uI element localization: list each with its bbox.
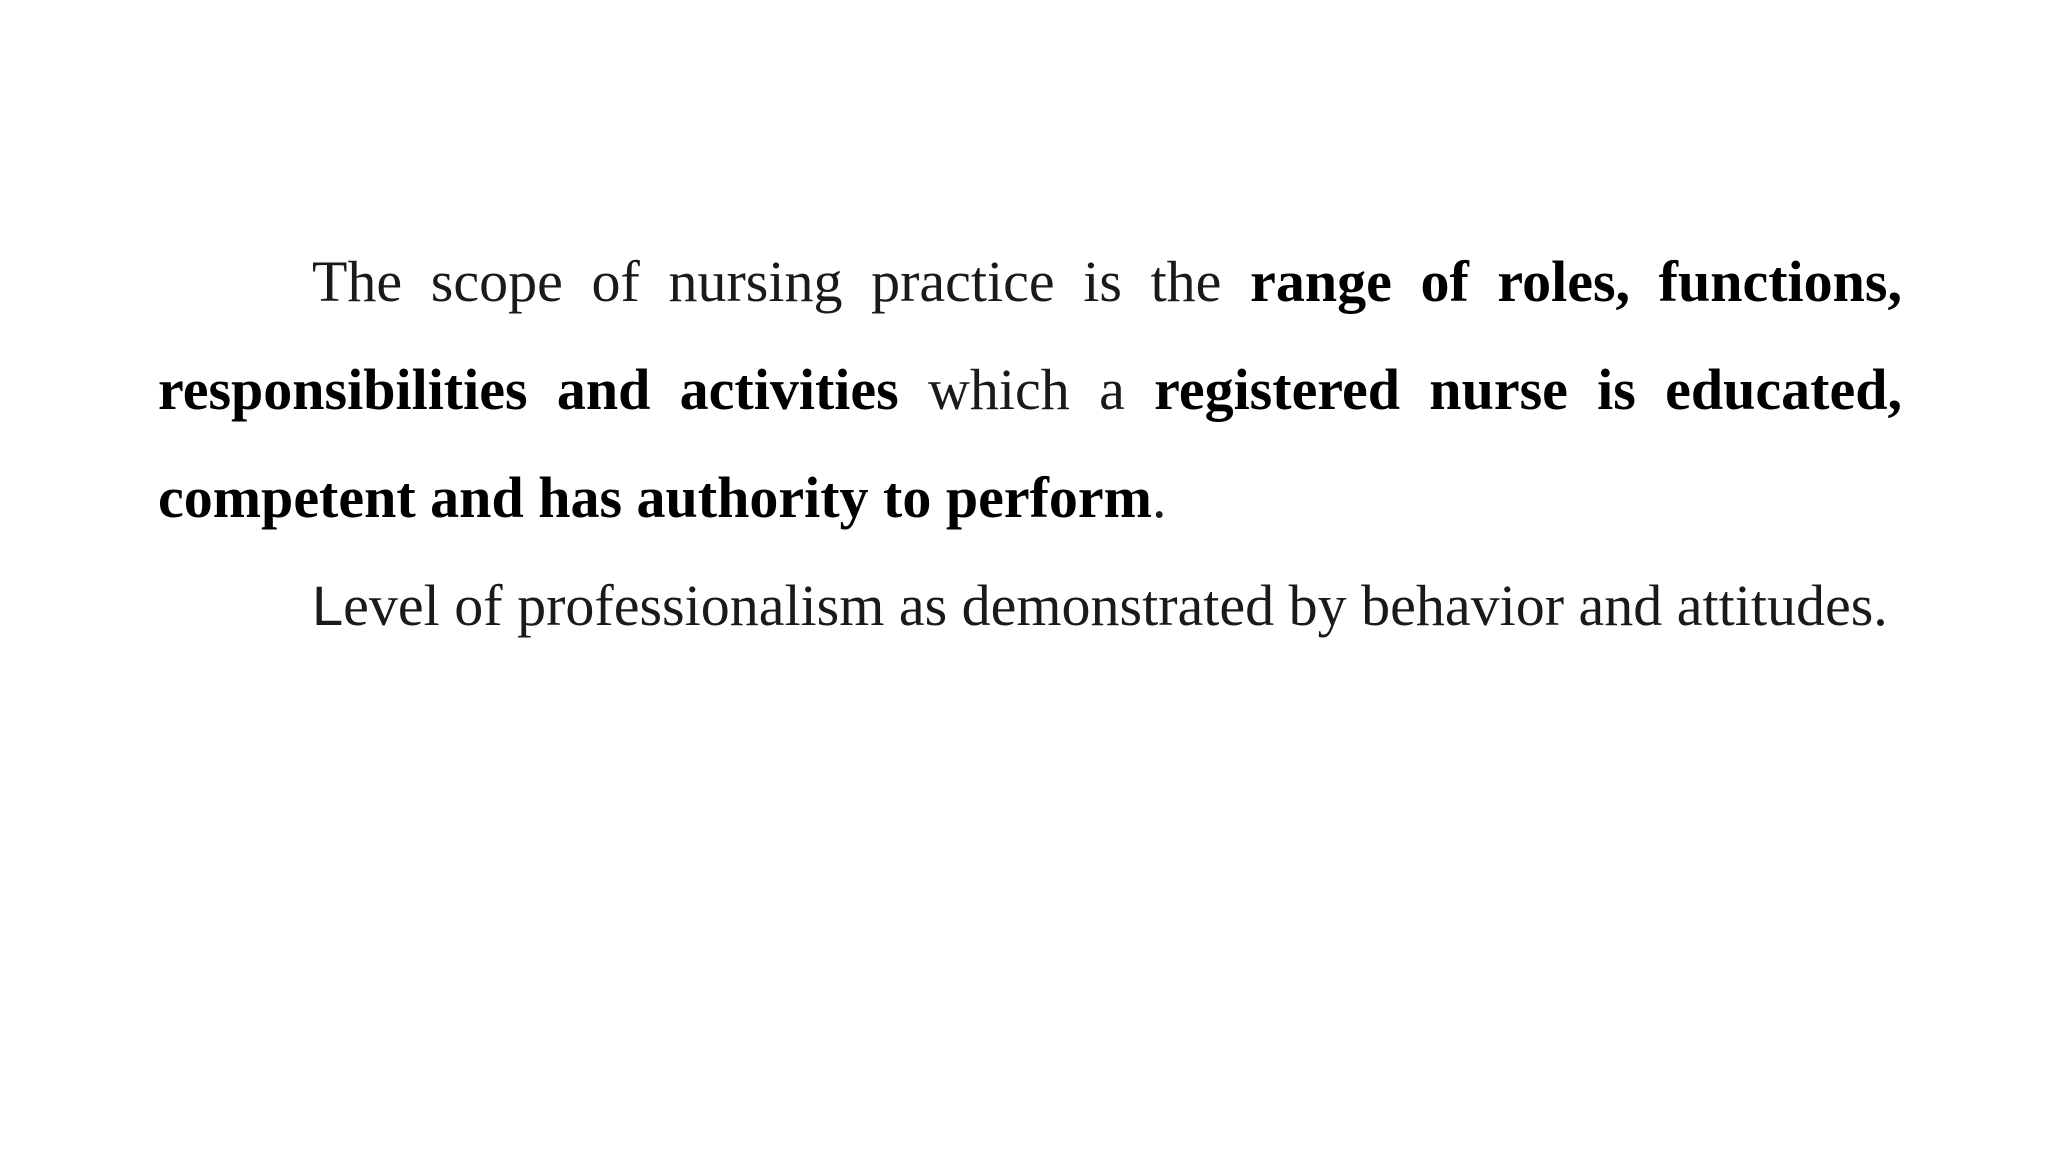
scope-bold-nurse: registered nurse is educated, competent and has authority to perform <box>158 357 1902 530</box>
scope-text-3: . <box>1151 465 1167 530</box>
scope-text-2: which a <box>898 357 1155 422</box>
scope-paragraph <box>158 228 1902 552</box>
scope-bold-roles: range of roles, functions, responsibilities and activities <box>158 249 1903 422</box>
professionalism-paragraph <box>158 552 1902 660</box>
scope-text-1: The scope of nursing practice is the <box>312 249 1251 314</box>
professionalism-text: evel of professionalism as demonstrated by behavior and attitudes. <box>343 573 1888 638</box>
text-block <box>158 228 1902 660</box>
professionalism-first-letter: L <box>312 574 344 637</box>
